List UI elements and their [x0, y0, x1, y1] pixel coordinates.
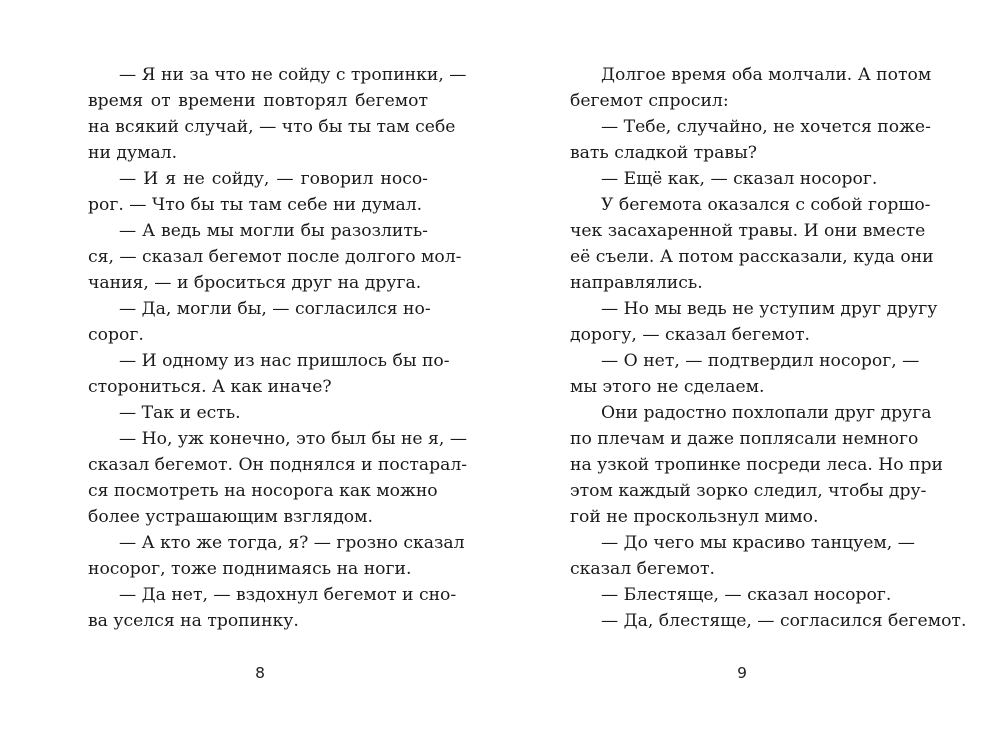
text-line: на узкой тропинке посреди леса. Но при	[570, 455, 943, 475]
text-line: — Но, уж конечно, это был бы не я, —	[119, 429, 468, 449]
text-line: на всякий случай, — что бы ты там себе	[88, 117, 456, 137]
text-line: У бегемота оказался с собой горшо-	[601, 195, 931, 215]
text-line: — Так и есть.	[119, 403, 241, 423]
left-page-text	[88, 62, 468, 634]
text-line: — Да нет, — вздохнул бегемот и сно-	[119, 585, 457, 605]
text-line: сказал бегемот. Он поднялся и постарал-	[88, 455, 468, 475]
text-line: более устрашающим взглядом.	[88, 507, 373, 527]
text-line: направлялись.	[570, 273, 703, 293]
text-line: мы этого не сделаем.	[570, 377, 765, 397]
text-line: — Ещё как, — сказал носорог.	[601, 169, 878, 189]
text-line: сторониться. А как иначе?	[88, 377, 332, 397]
text-line: этом каждый зорко следил, чтобы дру-	[570, 481, 927, 501]
text-line: — Блестяще, — сказал носорог.	[601, 585, 892, 605]
text-line: ва уселся на тропинку.	[88, 611, 299, 631]
text-line: сказал бегемот.	[570, 559, 716, 579]
text-line: — А кто же тогда, я? — грозно сказал	[119, 533, 465, 553]
text-line: — До чего мы красиво танцуем, —	[601, 533, 915, 553]
text-line: чек засахаренной травы. И они вместе	[570, 221, 926, 241]
right-page-number: 9	[737, 664, 747, 682]
text-line: чания, — и броситься друг на друга.	[88, 273, 422, 293]
text-line: время от времени повторял бегемот	[88, 91, 428, 111]
text-line: Долгое время оба молчали. А потом	[601, 65, 932, 85]
text-line: бегемот спросил:	[570, 91, 729, 111]
text-line: — Но мы ведь не уступим друг другу	[601, 299, 938, 319]
left-page-number: 8	[255, 664, 265, 682]
text-line: — Да, могли бы, — согласился но-	[119, 299, 431, 319]
text-line: по плечам и даже поплясали немного	[570, 429, 919, 449]
text-line: Они радостно похлопали друг друга	[601, 403, 932, 423]
text-line: рог. — Что бы ты там себе ни думал.	[88, 195, 423, 215]
text-line: — О нет, — подтвердил носорог, —	[601, 351, 920, 371]
text-line: сорог.	[88, 325, 144, 345]
text-line: её съели. А потом рассказали, куда они	[570, 247, 934, 267]
text-line: ся, — сказал бегемот после долгого мол-	[88, 247, 462, 267]
text-line: дорогу, — сказал бегемот.	[570, 325, 810, 345]
text-line: — Я ни за что не сойду с тропинки, —	[119, 65, 467, 85]
text-line: ся посмотреть на носорога как можно	[88, 481, 438, 501]
text-line: — И одному из нас пришлось бы по-	[119, 351, 450, 371]
text-line: — А ведь мы могли бы разозлить-	[119, 221, 428, 241]
text-line: гой не проскользнул мимо.	[570, 507, 819, 527]
right-page-text	[570, 62, 967, 634]
text-line: носорог, тоже поднимаясь на ноги.	[88, 559, 412, 579]
text-line: — И я не сойду, — говорил носо-	[119, 169, 428, 189]
text-line: вать сладкой травы?	[570, 143, 757, 163]
text-line: — Да, блестяще, — согласился бегемот.	[601, 611, 967, 631]
text-line: — Тебе, случайно, не хочется поже-	[601, 117, 931, 137]
text-line: ни думал.	[88, 143, 178, 163]
